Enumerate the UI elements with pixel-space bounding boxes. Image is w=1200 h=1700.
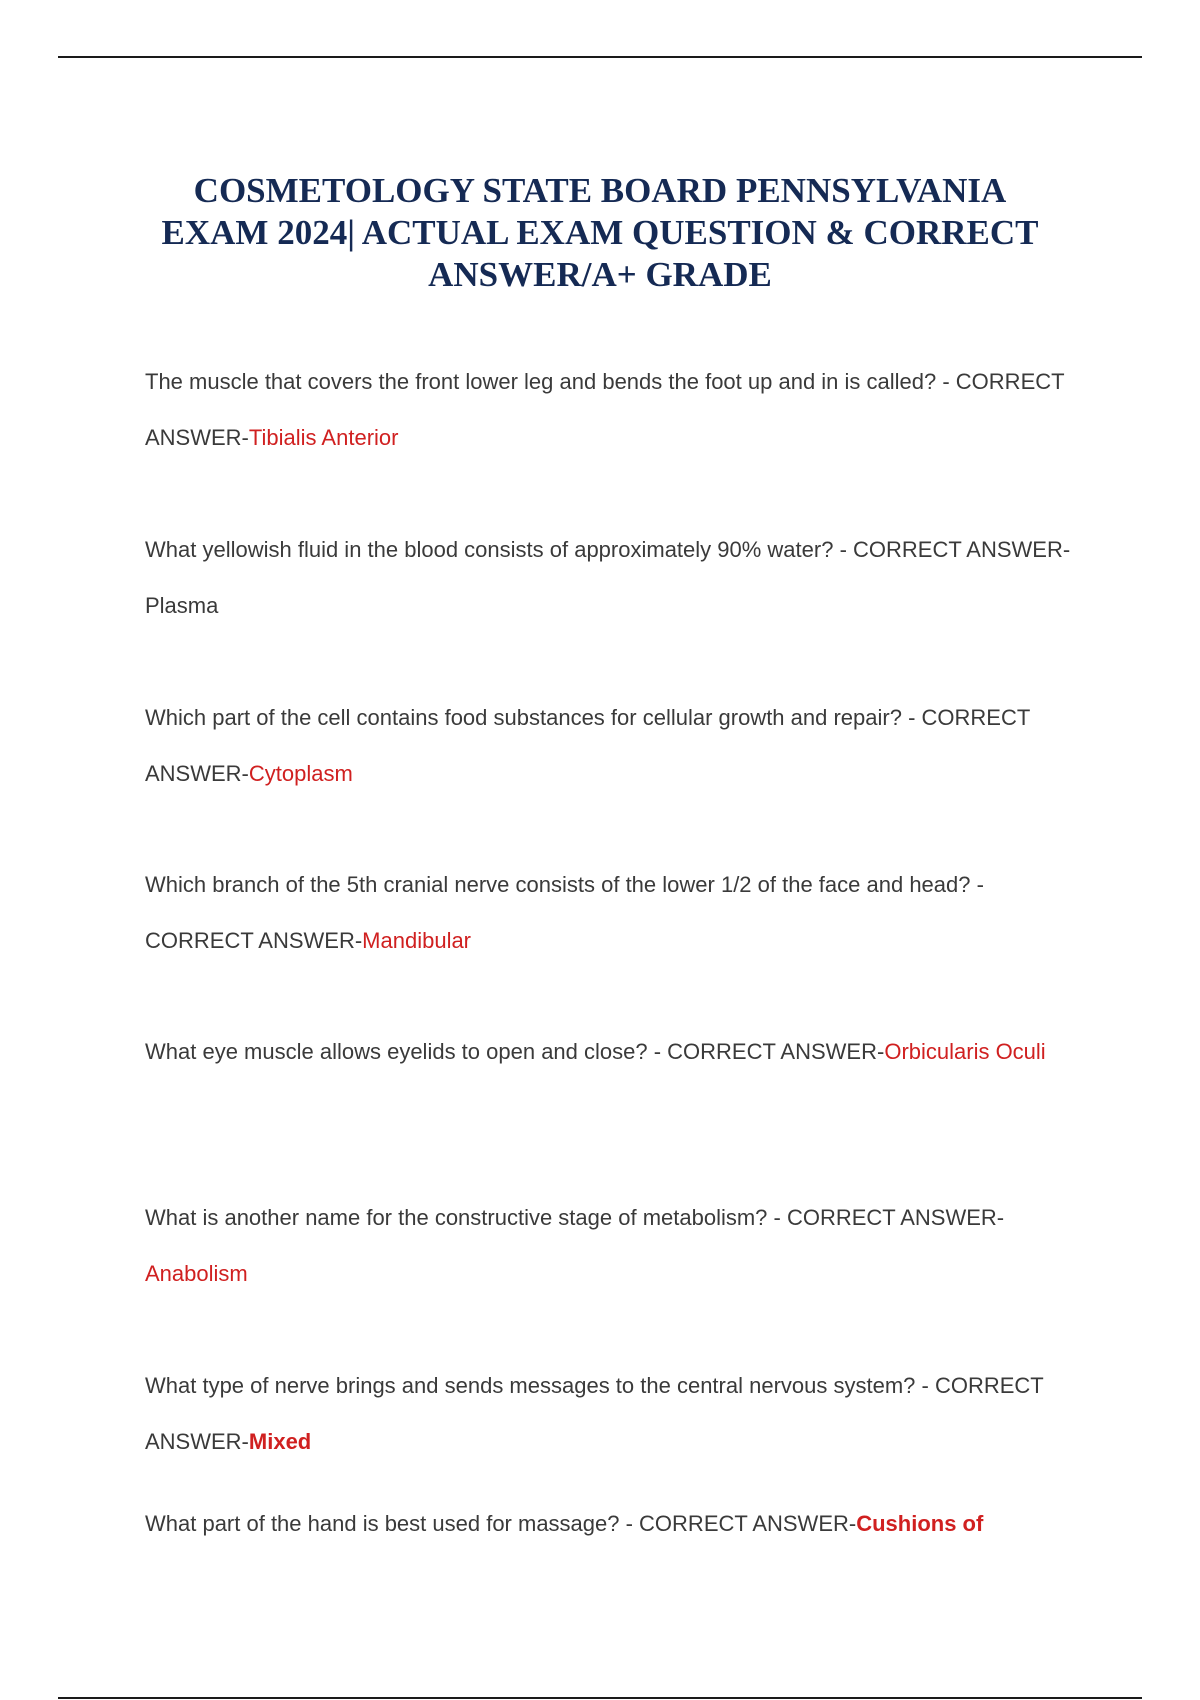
qa-item-7 (145, 1358, 1080, 1470)
answer-text: Mandibular (362, 928, 472, 953)
qa-item-2 (145, 522, 1080, 634)
qa-item-3 (145, 690, 1080, 802)
question-text: The muscle that covers the front lower leg and bends the foot up and in is called? - CORRECT ANSWER- (145, 369, 1065, 450)
question-text: What yellowish fluid in the blood consists of approximately 90% water? - CORRECT ANSWER-Plasma (145, 537, 1071, 618)
answer-text: Mixed (248, 1429, 312, 1454)
answer-text: Anabolism (145, 1261, 248, 1286)
top-rule (58, 56, 1142, 58)
qa-item-1 (145, 354, 1080, 466)
answer-text: Cytoplasm (248, 761, 353, 786)
qa-item-4 (145, 857, 1080, 969)
qa-item-6 (145, 1190, 1080, 1302)
qa-item-5 (145, 1024, 1080, 1080)
bottom-rule (58, 1697, 1142, 1699)
question-text: What part of the hand is best used for massage? - CORRECT ANSWER- (145, 1511, 857, 1536)
qa-item-8 (145, 1496, 1080, 1552)
answer-text: Cushions of (856, 1511, 984, 1536)
answer-text: Orbicularis Oculi (884, 1039, 1046, 1064)
question-text: What type of nerve brings and sends messages to the central nervous system? - CORRECT ANSWER- (145, 1373, 1044, 1454)
question-text: Which branch of the 5th cranial nerve consists of the lower 1/2 of the face and head? - CORRECT ANSWER- (145, 872, 984, 953)
question-text: What is another name for the constructive stage of metabolism? - CORRECT ANSWER- (145, 1205, 1005, 1230)
answer-text: Tibialis Anterior (248, 425, 399, 450)
question-text: Which part of the cell contains food substances for cellular growth and repair? - CORRECT ANSWER- (145, 705, 1030, 786)
document-title: COSMETOLOGY STATE BOARD PENNSYLVANIA EXAM 2024| ACTUAL EXAM QUESTION & CORRECT ANSWER/A+ GRADE (161, 171, 1039, 294)
question-text: What eye muscle allows eyelids to open and close? - CORRECT ANSWER- (145, 1039, 885, 1064)
